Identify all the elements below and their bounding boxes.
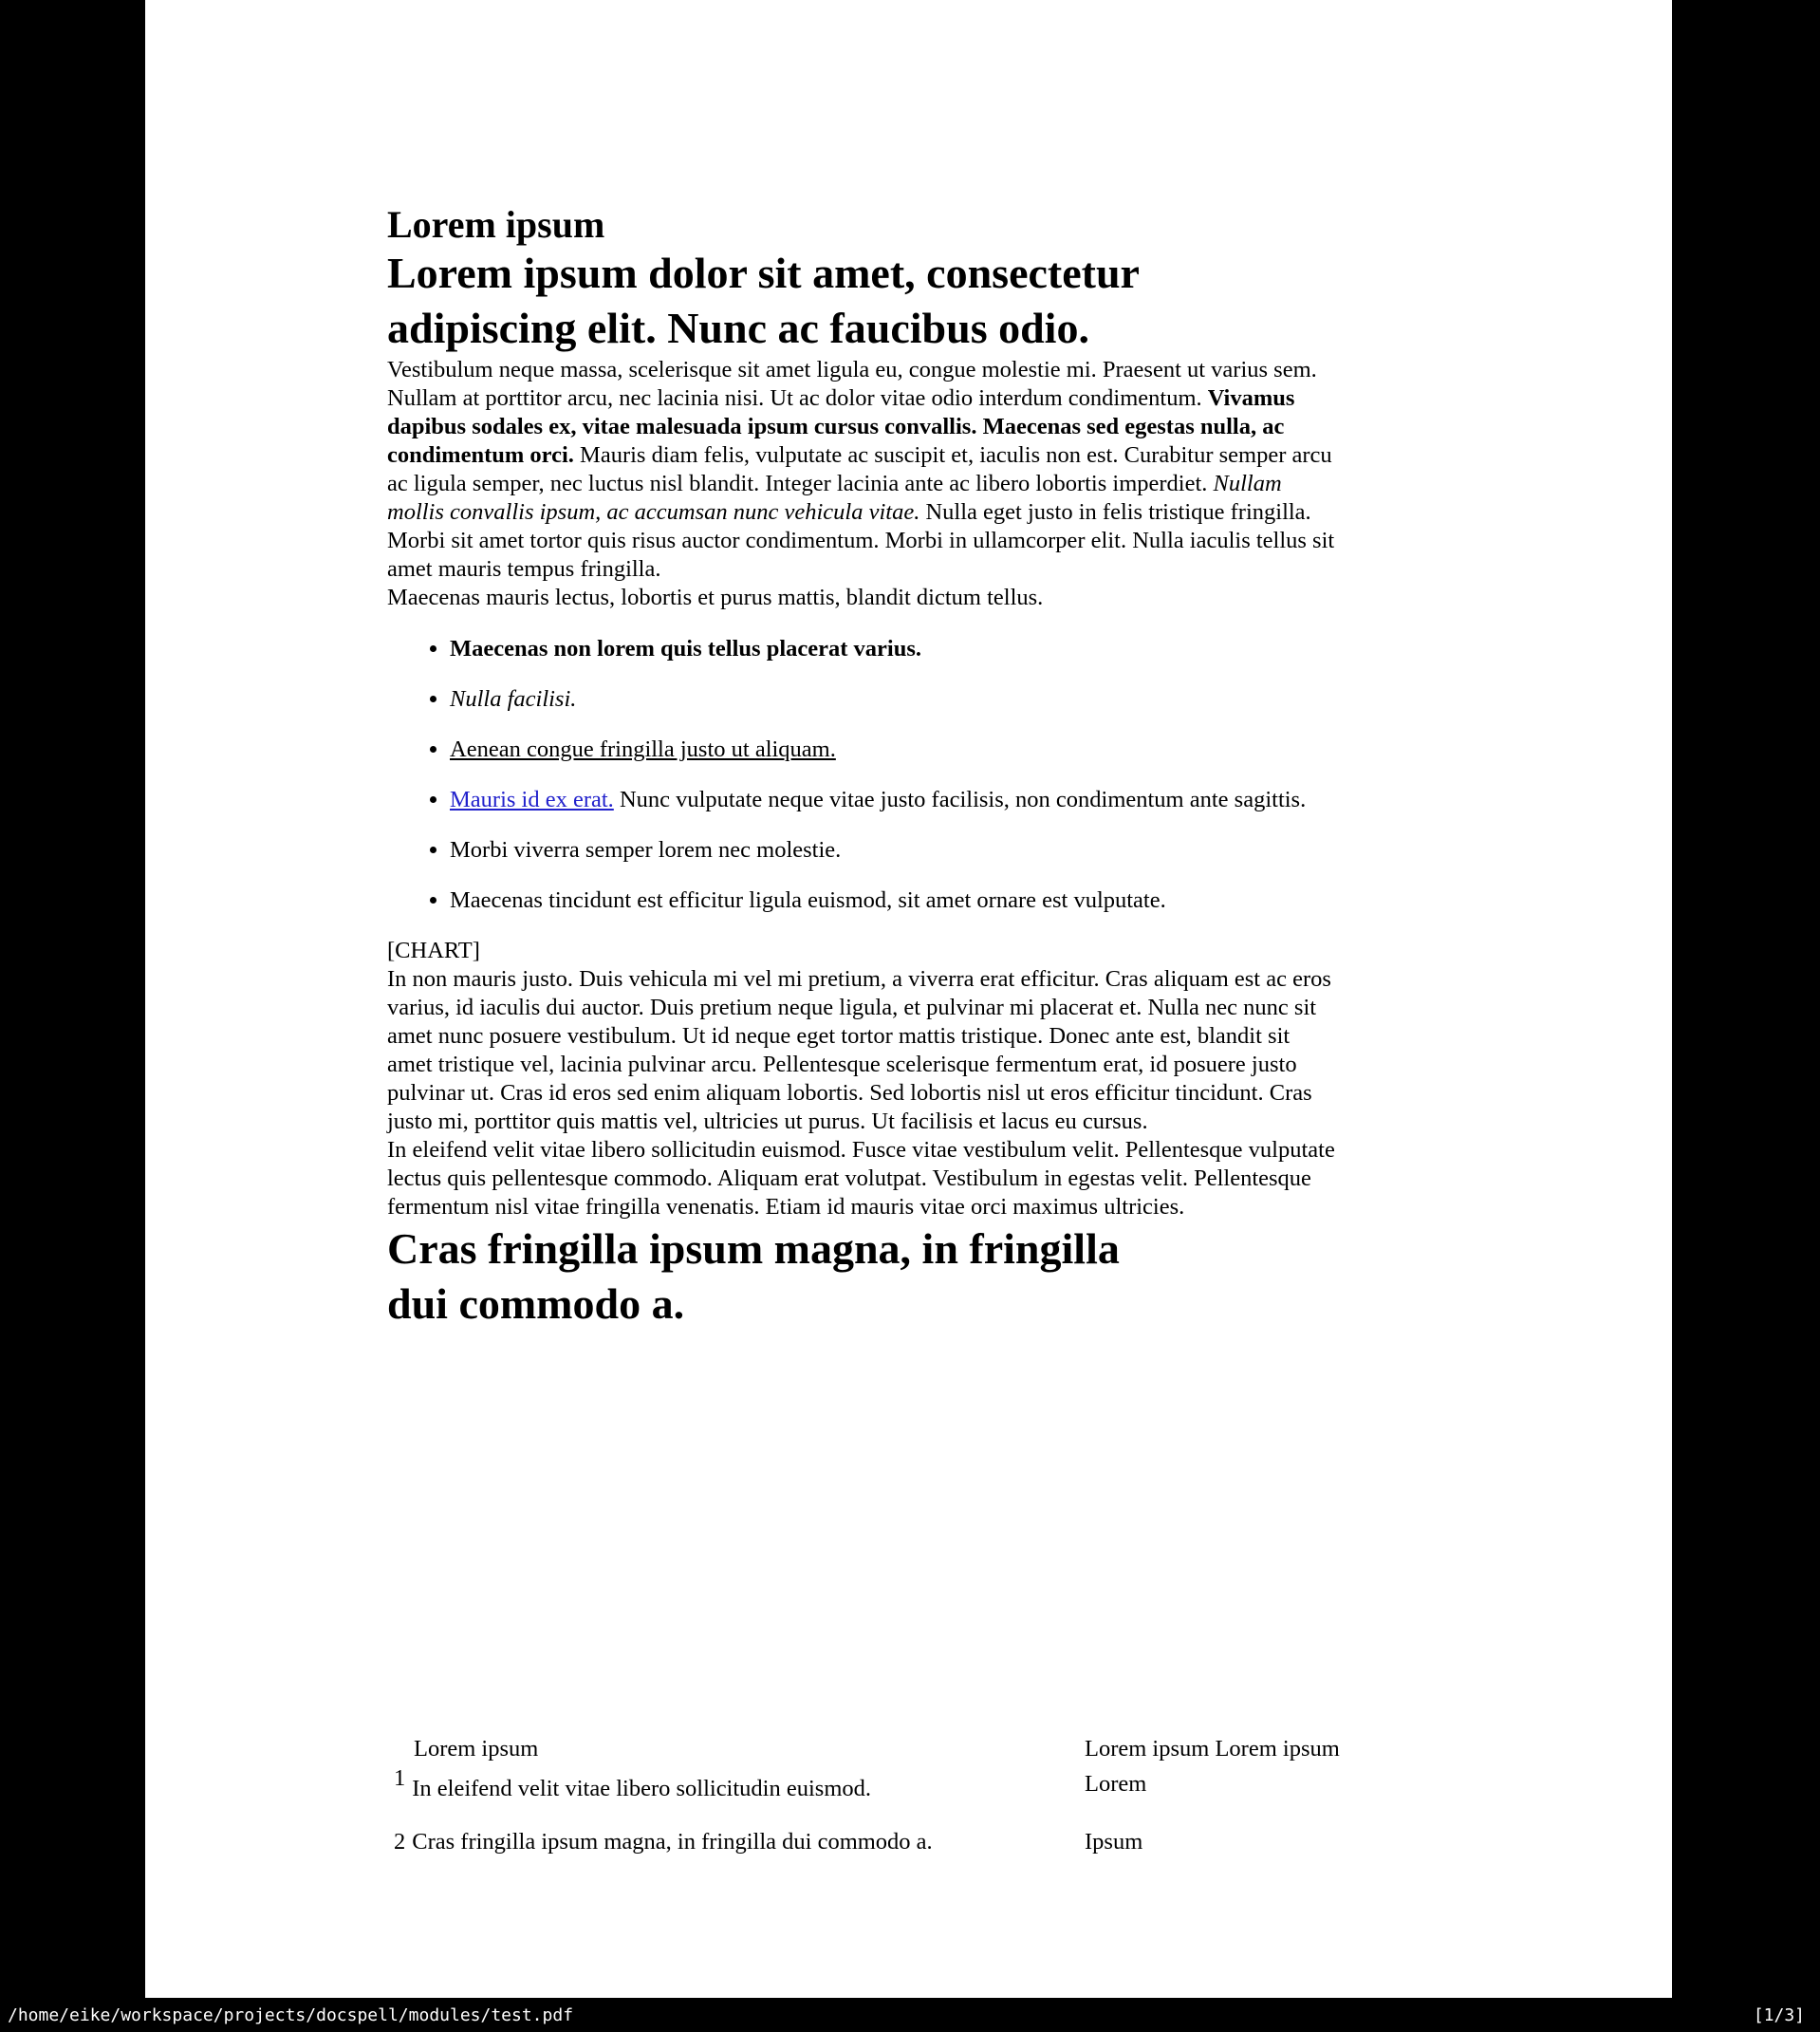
statusbar-page-indicator: [1/3]: [1753, 2004, 1805, 2025]
paragraph-2: Maecenas mauris lectus, lobortis et purus mattis, blandit dictum tellus.: [387, 585, 1044, 610]
section-heading-2: Cras fringilla ipsum magna, in fringilla dui commodo a.: [387, 1224, 1120, 1328]
list-item: [450, 836, 1336, 865]
footnote-marker-1: 1: [394, 1765, 406, 1791]
paragraph-1-text3: Nulla eget justo in felis tristique fringilla. Morbi sit amet tortor quis risus auctor condimentum. Morbi in ullamcorper elit. Nulla iaculis tellus sit amet mauris tempus fringilla.: [387, 499, 1335, 582]
list-item-underlined-text: Aenean congue fringilla justo ut aliquam.: [450, 736, 836, 762]
footnote-header-left: Lorem ipsum: [414, 1736, 539, 1762]
paragraph-1-bold: Vivamus dapibus sodales ex, vitae malesuada ipsum cursus convallis. Maecenas sed egestas nulla, ac condimentum orci.: [387, 385, 1295, 468]
list-item-bold-text: Maecenas non lorem quis tellus placerat varius.: [450, 636, 922, 662]
list-item: [450, 685, 1336, 714]
list-item-italic-text: Nulla facilisi.: [450, 686, 577, 712]
footnote-row-1: [394, 1765, 872, 1806]
footnote-row-2-right: Ipsum: [1085, 1829, 1143, 1855]
footnote-header-right: Lorem ipsum Lorem ipsum Lorem: [1085, 1736, 1340, 1797]
list-item: [450, 736, 1336, 764]
footnote-row-2: [394, 1824, 933, 1859]
paragraph-1-text: Vestibulum neque massa, scelerisque sit amet ligula eu, congue molestie mi. Praesent ut varius sem. Nullam at porttitor arcu, nec lacinia nisi. Ut ac dolor vitae odio interdum condimentum.: [387, 357, 1317, 411]
paragraph-1-italic: Nullam mollis convallis ipsum, ac accumsan nunc vehicula vitae.: [387, 471, 1282, 525]
list-item: [450, 886, 1336, 915]
mauris-link[interactable]: Mauris id ex erat.: [450, 787, 614, 812]
bullet-list: [387, 635, 1336, 915]
footnote-text-1: In eleifend velit vitae libero sollicitudin euismod.: [412, 1776, 872, 1801]
paragraph-1-text2: Mauris diam felis, vulputate ac suscipit et, iaculis non est. Curabitur semper arcu ac ligula semper, nec luctus nisl blandit. Integer lacinia ante ac libero lobortis imperdiet.: [387, 442, 1332, 496]
paragraph-1: [387, 356, 1336, 584]
list-item: [450, 786, 1336, 814]
footnote-marker-2: 2: [394, 1829, 406, 1855]
paragraph-4: In eleifend velit vitae libero sollicitudin euismod. Fusce vitae vestibulum velit. Pellentesque vulputate lectus quis pellentesque commodo. Aliquam erat volutpat. Vestibulum in egestas velit. Pellentesque fermentum nisl vitae fringilla venenatis. Etiam id mauris vitae orci maximus ultricies.: [387, 1137, 1335, 1220]
list-item-text: Nunc vulputate neque vitae justo facilisis, non condimentum ante sagittis.: [613, 787, 1307, 812]
footnote-text-2: Cras fringilla ipsum magna, in fringilla dui commodo a.: [412, 1829, 933, 1855]
statusbar-file-path: /home/eike/workspace/projects/docspell/modules/test.pdf: [8, 2004, 574, 2025]
list-item-text: Morbi viverra semper lorem nec molestie.: [450, 837, 842, 863]
document-page[interactable]: [145, 0, 1672, 1998]
chart-placeholder: [CHART]: [387, 938, 480, 963]
doc-title: Lorem ipsum: [387, 203, 605, 246]
section-heading-1: Lorem ipsum dolor sit amet, consectetur adipiscing elit. Nunc ac faucibus odio.: [387, 249, 1140, 352]
list-item-text: Maecenas tincidunt est efficitur ligula euismod, sit amet ornare est vulputate.: [450, 887, 1166, 913]
document-content: [387, 0, 1336, 1332]
list-item: [450, 635, 1336, 663]
paragraph-3: In non mauris justo. Duis vehicula mi vel mi pretium, a viverra erat efficitur. Cras aliquam est ac eros varius, id iaculis dui auctor. Duis pretium neque ligula, et pulvinar mi placerat et. Nulla nec nunc sit amet nunc posuere vestibulum. Ut id neque eget tortor mattis tristique. Donec ante est, blandit sit amet tristique vel, lacinia pulvinar arcu. Pellentesque scelerisque fermentum erat, id posuere justo pulvinar ut. Cras id eros sed enim aliquam lobortis. Sed lobortis nisl ut eros efficitur tincidunt. Cras justo mi, porttitor quis mattis vel, ultricies ut purus. Ut facilisis et lacus eu cursus.: [387, 966, 1331, 1134]
statusbar: [0, 1998, 1820, 2032]
